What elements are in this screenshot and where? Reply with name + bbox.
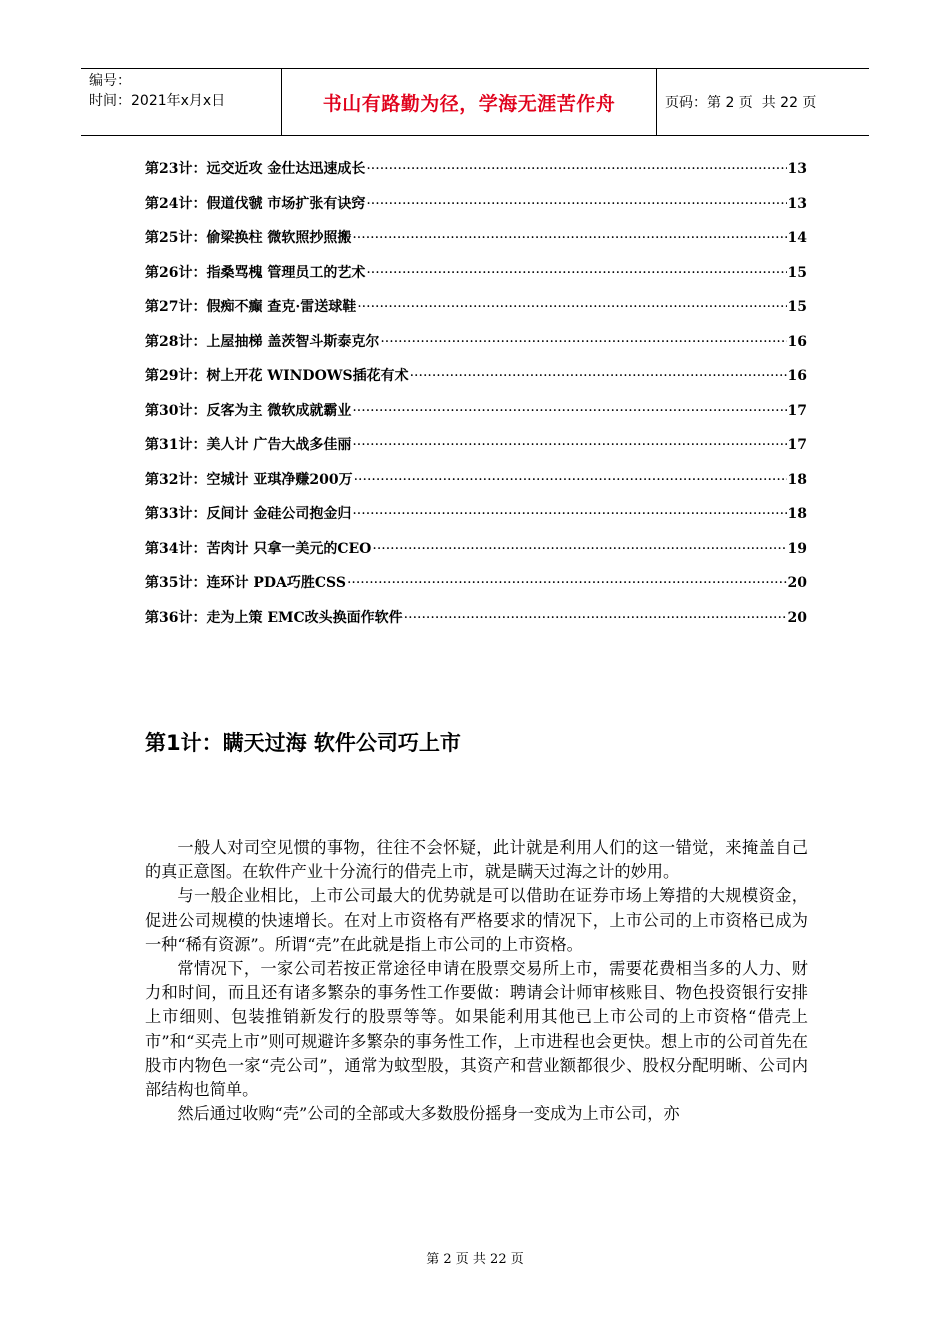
toc-entry-label: 第26计：指桑骂槐 管理员工的艺术	[145, 264, 366, 281]
toc-entry-page: 18	[787, 506, 807, 522]
toc-entry-page: 19	[787, 540, 807, 557]
toc-entry-page: 20	[787, 575, 807, 591]
toc-entry[interactable]	[145, 572, 807, 607]
toc-leader	[352, 506, 786, 522]
header-slogan: 书山有路勤为径，学海无涯苦作舟	[282, 69, 657, 135]
toc-entry-label: 第29计：树上开花 WINDOWS插花有术	[145, 368, 409, 384]
toc-entry-page: 13	[787, 195, 807, 212]
toc-leader	[380, 334, 786, 350]
toc-entry-page: 20	[787, 609, 807, 626]
toc-entry[interactable]	[145, 365, 807, 400]
paragraph: 然后通过收购“壳”公司的全部或大多数股份摇身一变成为上市公司，亦	[177, 1104, 680, 1124]
toc-leader	[410, 368, 787, 384]
toc-entry[interactable]	[145, 331, 807, 366]
toc-entry-label: 第24计：假道伐虢 市场扩张有诀窍	[145, 195, 366, 212]
section-title: 第1计：瞒天过海 软件公司巧上市	[145, 731, 461, 755]
table-of-contents	[145, 158, 807, 641]
toc-entry[interactable]	[145, 193, 807, 228]
page-footer	[0, 1248, 950, 1267]
toc-entry-page: 15	[787, 299, 807, 315]
header-meta	[81, 69, 282, 135]
toc-entry-page: 16	[787, 333, 807, 350]
toc-leader	[372, 541, 786, 557]
toc-leader	[366, 265, 786, 281]
toc-entry-page: 14	[787, 230, 807, 246]
toc-entry[interactable]	[145, 607, 807, 642]
toc-entry[interactable]	[145, 469, 807, 504]
toc-entry[interactable]	[145, 158, 807, 193]
toc-entry[interactable]	[145, 434, 807, 469]
header-page-info-text: 页码：第 2 页 共 22 页	[665, 95, 817, 111]
toc-leader	[352, 230, 786, 246]
toc-entry[interactable]	[145, 262, 807, 297]
toc-entry-label: 第31计：美人计 广告大战多佳丽	[145, 437, 352, 453]
toc-leader	[354, 472, 787, 488]
toc-entry-page: 17	[787, 402, 807, 419]
toc-entry-page: 18	[787, 471, 807, 488]
toc-entry-page: 17	[787, 437, 807, 453]
toc-entry-label: 第36计：走为上策 EMC改头换面作软件	[145, 609, 403, 626]
toc-entry-label: 第27计：假痴不癫 查克·雷送球鞋	[145, 299, 357, 315]
toc-entry[interactable]	[145, 227, 807, 262]
page-header	[81, 68, 869, 136]
toc-leader	[404, 610, 787, 626]
toc-entry-label: 第30计：反客为主 微软成就霸业	[145, 402, 352, 419]
toc-entry-label: 第23计：远交近攻 金仕达迅速成长	[145, 161, 366, 177]
paragraph: 与一般企业相比，上市公司最大的优势就是可以借助在证券市场上筹措的大规模资金，促进公司规模的快速增长。在对上市资格有严格要求的情况下，上市公司的上市资格已成为一种“稀有资源”。所谓“壳”在此就是指上市公司的上市资格。	[145, 886, 808, 954]
toc-entry-page: 13	[787, 161, 807, 177]
toc-leader	[366, 196, 786, 212]
header-number: 编号：	[89, 73, 131, 89]
header-time: 时间：2021年x月x日	[89, 93, 226, 109]
header-page-info	[657, 69, 869, 135]
toc-leader	[357, 299, 786, 315]
paragraph: 常情况下，一家公司若按正常途径申请在股票交易所上市，需要花费相当多的人力、财力和时间，而且还有诸多繁杂的事务性工作要做：聘请会计师审核账目、物色投资银行安排上市细则、包装推销新发行的股票等等。如果能利用其他已上市公司的上市资格“借壳上市”和“买壳上市”则可规避许多繁杂的事务性工作，上市进程也会更快。想上市的公司首先在股市内物色一家“壳公司”，通常为蚊型股，其资产和营业额都很少、股权分配明晰、公司内部结构也简单。	[145, 959, 808, 1100]
toc-entry[interactable]	[145, 400, 807, 435]
toc-entry-label: 第33计：反间计 金硅公司抱金归	[145, 506, 352, 522]
toc-entry-label: 第25计：偷梁换柱 微软照抄照搬	[145, 230, 352, 246]
toc-leader	[352, 437, 786, 453]
toc-entry-page: 16	[787, 368, 807, 384]
toc-entry-page: 15	[787, 264, 807, 281]
paragraph: 一般人对司空见惯的事物，往往不会怀疑，此计就是利用人们的这一错觉，来掩盖自己的真正意图。在软件产业十分流行的借壳上市，就是瞒天过海之计的妙用。	[145, 838, 808, 882]
toc-entry[interactable]	[145, 538, 807, 573]
toc-leader	[366, 161, 786, 177]
toc-entry[interactable]	[145, 296, 807, 331]
toc-entry-label: 第34计：苦肉计 只拿一美元的CEO	[145, 540, 372, 557]
toc-entry-label: 第32计：空城计 亚琪净赚200万	[145, 471, 353, 488]
toc-entry-label: 第35计：连环计 PDA巧胜CSS	[145, 575, 346, 591]
footer-page-number: 第 2 页 共 22 页	[426, 1252, 524, 1267]
toc-leader	[347, 575, 787, 591]
toc-entry[interactable]	[145, 503, 807, 538]
toc-leader	[352, 403, 786, 419]
body-text	[145, 836, 808, 1126]
toc-entry-label: 第28计：上屋抽梯 盖茨智斗斯泰克尔	[145, 333, 380, 350]
